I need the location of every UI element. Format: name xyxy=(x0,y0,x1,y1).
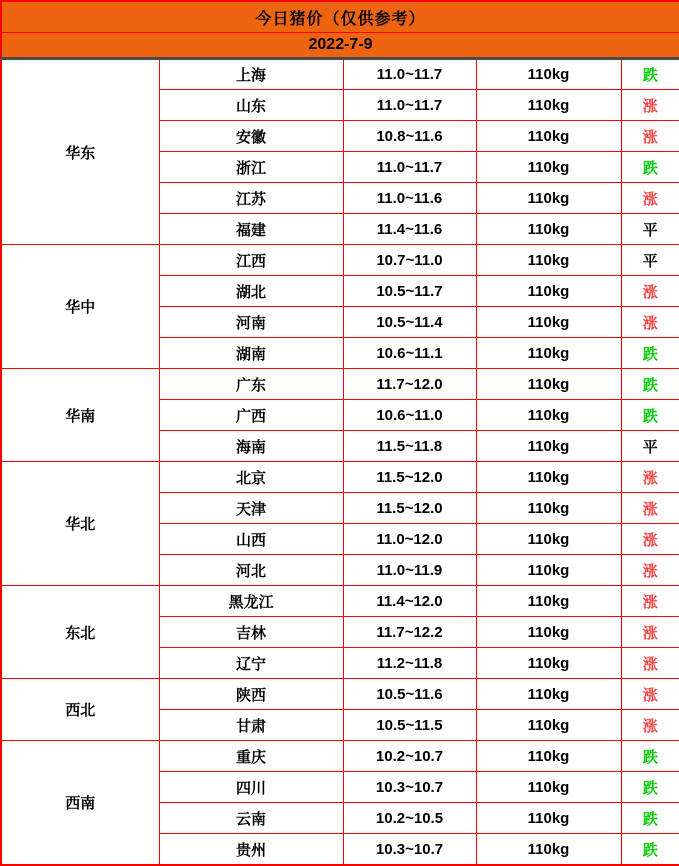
trend-indicator: 平 xyxy=(621,214,679,245)
weight-cell: 110kg xyxy=(476,59,621,90)
price-range-cell: 10.8~11.6 xyxy=(343,121,476,152)
weight-cell: 110kg xyxy=(476,307,621,338)
province-cell: 黑龙江 xyxy=(159,586,343,617)
weight-cell: 110kg xyxy=(476,648,621,679)
province-cell: 山西 xyxy=(159,524,343,555)
price-range-cell: 11.0~11.9 xyxy=(343,555,476,586)
trend-indicator: 涨 xyxy=(621,121,679,152)
price-range-cell: 11.0~11.6 xyxy=(343,183,476,214)
province-cell: 云南 xyxy=(159,803,343,834)
province-cell: 贵州 xyxy=(159,834,343,865)
weight-cell: 110kg xyxy=(476,400,621,431)
region-cell: 西北 xyxy=(1,679,159,741)
province-cell: 陕西 xyxy=(159,679,343,710)
weight-cell: 110kg xyxy=(476,214,621,245)
trend-indicator: 平 xyxy=(621,431,679,462)
price-range-cell: 11.7~12.0 xyxy=(343,369,476,400)
trend-indicator: 涨 xyxy=(621,524,679,555)
region-cell: 西南 xyxy=(1,741,159,865)
price-range-cell: 10.5~11.4 xyxy=(343,307,476,338)
price-range-cell: 10.2~10.5 xyxy=(343,803,476,834)
trend-indicator: 平 xyxy=(621,245,679,276)
trend-indicator: 涨 xyxy=(621,586,679,617)
weight-cell: 110kg xyxy=(476,803,621,834)
trend-indicator: 涨 xyxy=(621,617,679,648)
trend-indicator: 涨 xyxy=(621,90,679,121)
trend-indicator: 涨 xyxy=(621,276,679,307)
province-cell: 吉林 xyxy=(159,617,343,648)
price-row xyxy=(1,741,679,772)
price-table-body xyxy=(1,1,679,865)
weight-cell: 110kg xyxy=(476,338,621,369)
province-cell: 天津 xyxy=(159,493,343,524)
weight-cell: 110kg xyxy=(476,710,621,741)
province-cell: 上海 xyxy=(159,59,343,90)
trend-indicator: 跌 xyxy=(621,369,679,400)
province-cell: 湖北 xyxy=(159,276,343,307)
price-range-cell: 11.0~12.0 xyxy=(343,524,476,555)
weight-cell: 110kg xyxy=(476,741,621,772)
trend-indicator: 跌 xyxy=(621,152,679,183)
region-cell: 华东 xyxy=(1,59,159,245)
province-cell: 浙江 xyxy=(159,152,343,183)
region-cell: 华北 xyxy=(1,462,159,586)
weight-cell: 110kg xyxy=(476,183,621,214)
trend-indicator: 跌 xyxy=(621,772,679,803)
weight-cell: 110kg xyxy=(476,245,621,276)
price-range-cell: 10.5~11.6 xyxy=(343,679,476,710)
price-range-cell: 10.3~10.7 xyxy=(343,772,476,803)
trend-indicator: 涨 xyxy=(621,183,679,214)
trend-indicator: 涨 xyxy=(621,307,679,338)
date-row xyxy=(1,33,679,59)
price-row xyxy=(1,462,679,493)
province-cell: 江西 xyxy=(159,245,343,276)
province-cell: 辽宁 xyxy=(159,648,343,679)
province-cell: 重庆 xyxy=(159,741,343,772)
province-cell: 四川 xyxy=(159,772,343,803)
region-cell: 华中 xyxy=(1,245,159,369)
weight-cell: 110kg xyxy=(476,152,621,183)
weight-cell: 110kg xyxy=(476,555,621,586)
province-cell: 甘肃 xyxy=(159,710,343,741)
price-range-cell: 11.0~11.7 xyxy=(343,90,476,121)
price-row xyxy=(1,369,679,400)
trend-indicator: 涨 xyxy=(621,493,679,524)
price-range-cell: 11.0~11.7 xyxy=(343,59,476,90)
province-cell: 河北 xyxy=(159,555,343,586)
trend-indicator: 涨 xyxy=(621,710,679,741)
trend-indicator: 跌 xyxy=(621,834,679,865)
weight-cell: 110kg xyxy=(476,524,621,555)
province-cell: 江苏 xyxy=(159,183,343,214)
weight-cell: 110kg xyxy=(476,90,621,121)
report-date: 2022-7-9 xyxy=(1,33,679,59)
price-range-cell: 11.4~11.6 xyxy=(343,214,476,245)
province-cell: 山东 xyxy=(159,90,343,121)
trend-indicator: 跌 xyxy=(621,803,679,834)
weight-cell: 110kg xyxy=(476,586,621,617)
province-cell: 广东 xyxy=(159,369,343,400)
price-row xyxy=(1,586,679,617)
weight-cell: 110kg xyxy=(476,493,621,524)
province-cell: 北京 xyxy=(159,462,343,493)
trend-indicator: 跌 xyxy=(621,741,679,772)
price-range-cell: 11.5~11.8 xyxy=(343,431,476,462)
province-cell: 河南 xyxy=(159,307,343,338)
trend-indicator: 涨 xyxy=(621,462,679,493)
region-cell: 华南 xyxy=(1,369,159,462)
price-range-cell: 10.5~11.5 xyxy=(343,710,476,741)
price-row xyxy=(1,59,679,90)
price-range-cell: 10.2~10.7 xyxy=(343,741,476,772)
province-cell: 广西 xyxy=(159,400,343,431)
weight-cell: 110kg xyxy=(476,276,621,307)
weight-cell: 110kg xyxy=(476,121,621,152)
weight-cell: 110kg xyxy=(476,431,621,462)
weight-cell: 110kg xyxy=(476,462,621,493)
weight-cell: 110kg xyxy=(476,834,621,865)
province-cell: 湖南 xyxy=(159,338,343,369)
price-range-cell: 11.0~11.7 xyxy=(343,152,476,183)
trend-indicator: 涨 xyxy=(621,648,679,679)
weight-cell: 110kg xyxy=(476,369,621,400)
title-row xyxy=(1,1,679,33)
weight-cell: 110kg xyxy=(476,679,621,710)
region-cell: 东北 xyxy=(1,586,159,679)
price-range-cell: 11.5~12.0 xyxy=(343,493,476,524)
price-range-cell: 11.2~11.8 xyxy=(343,648,476,679)
trend-indicator: 涨 xyxy=(621,679,679,710)
price-range-cell: 10.6~11.1 xyxy=(343,338,476,369)
province-cell: 福建 xyxy=(159,214,343,245)
price-range-cell: 10.3~10.7 xyxy=(343,834,476,865)
trend-indicator: 跌 xyxy=(621,400,679,431)
price-row xyxy=(1,679,679,710)
province-cell: 海南 xyxy=(159,431,343,462)
weight-cell: 110kg xyxy=(476,617,621,648)
weight-cell: 110kg xyxy=(476,772,621,803)
trend-indicator: 跌 xyxy=(621,59,679,90)
price-range-cell: 11.4~12.0 xyxy=(343,586,476,617)
price-row xyxy=(1,245,679,276)
province-cell: 安徽 xyxy=(159,121,343,152)
page-title: 今日猪价（仅供参考） xyxy=(1,1,679,33)
price-range-cell: 10.7~11.0 xyxy=(343,245,476,276)
trend-indicator: 涨 xyxy=(621,555,679,586)
price-range-cell: 10.6~11.0 xyxy=(343,400,476,431)
price-range-cell: 11.5~12.0 xyxy=(343,462,476,493)
price-range-cell: 11.7~12.2 xyxy=(343,617,476,648)
price-range-cell: 10.5~11.7 xyxy=(343,276,476,307)
trend-indicator: 跌 xyxy=(621,338,679,369)
